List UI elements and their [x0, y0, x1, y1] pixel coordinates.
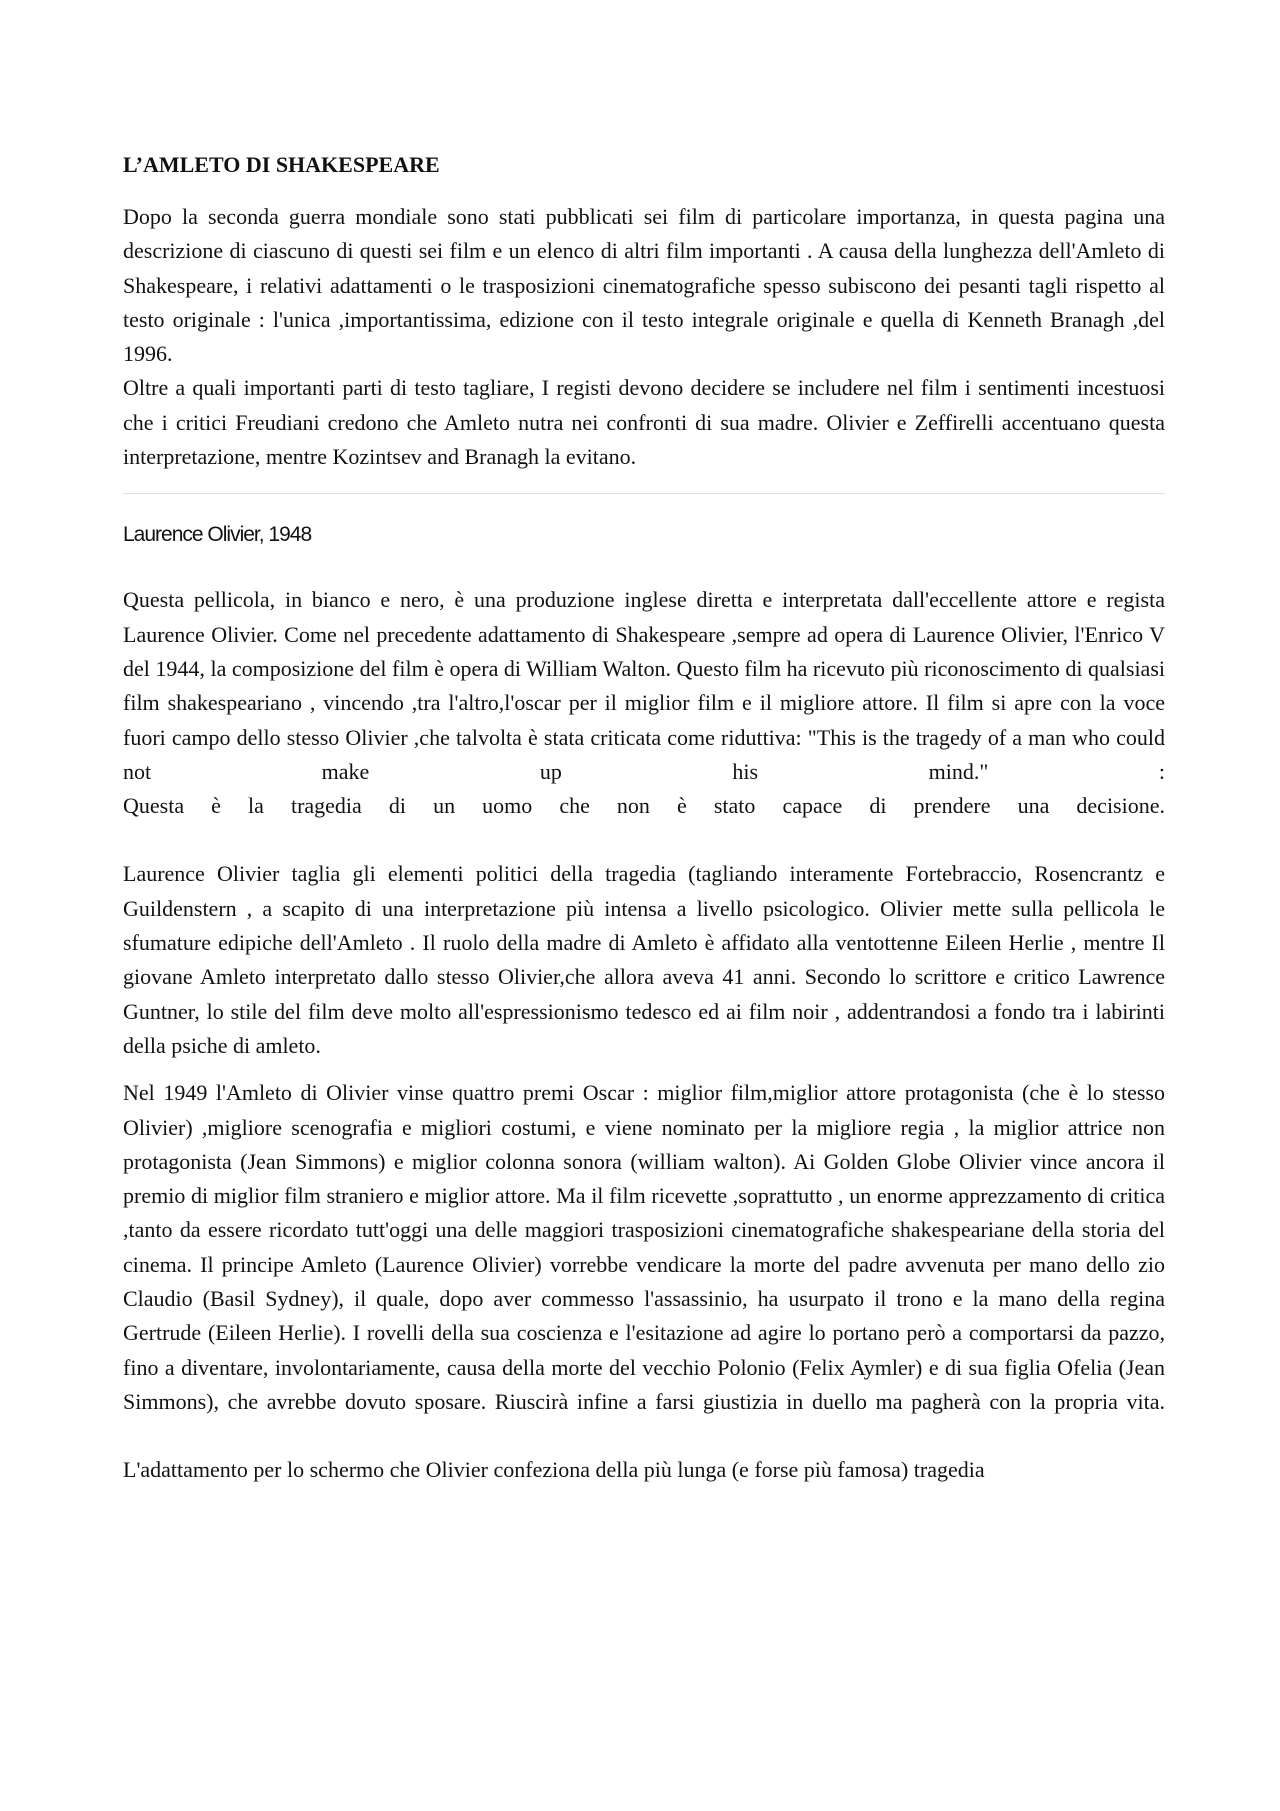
section-paragraph-1b: Questa è la tragedia di un uomo che non è stato capace di prendere una decisione.	[123, 793, 1165, 819]
section-paragraph-2: Laurence Olivier taglia gli elementi politici della tragedia (tagliando interamente Fortebraccio, Rosencrantz e Guildenstern , a scapito di una interpretazione più intensa a livello psicologico. Olivier mette sulla pellicola le sfumature edipiche dell'Amleto . Il ruolo della madre di Amleto è affidato alla ventottenne Eileen Herlie , mentre Il giovane Amleto interpretato dallo stesso Olivier,che allora aveva 41 anni. Secondo lo scrittore e critico Lawrence Guntner, lo stile del film deve molto all'espressionismo tedesco ed ai film noir , addentrandosi a fondo tra i labirinti della psiche di amleto.	[123, 861, 1165, 1058]
section-subtitle: Laurence Olivier, 1948	[123, 523, 312, 547]
section-divider	[123, 493, 1165, 494]
section-paragraph-3: Nel 1949 l'Amleto di Olivier vinse quattro premi Oscar : miglior film,miglior attore protagonista (che è lo stesso Olivier) ,migliore scenografia e migliori costumi, e viene nominato per la migliore regia , la miglior attrice non protagonista (Jean Simmons) e miglior colonna sonora (william walton). Ai Golden Globe Olivier vince ancora il premio di miglior film straniero e miglior attore. Ma il film ricevette ,soprattutto , un enorme apprezzamento di critica ,tanto da essere ricordato tutt'oggi una delle maggiori trasposizioni cinematografiche shakespeariane della storia del cinema. Il principe Amleto (Laurence Olivier) vorrebbe vendicare la morte del padre avvenuta per mano dello zio Claudio (Basil Sydney), il quale, dopo aver commesso l'assassinio, ha usurpato il trono e la mano della regina Gertrude (Eileen Herlie). I rovelli della sua coscienza e l'esitazione ad agire lo portano però a comportarsi da pazzo, fino a diventare, involontariamente, causa della morte del vecchio Polonio (Felix Aymler) e di sua figlia Ofelia (Jean Simmons), che avrebbe dovuto sposare. Riuscirà infine a farsi giustizia in duello ma pagherà con la propria vita.	[123, 1080, 1165, 1414]
intro-paragraph-2: Oltre a quali importanti parti di testo tagliare, I registi devono decidere se includere nel film i sentimenti incestuosi che i critici Freudiani credono che Amleto nutra nei confronti di sua madre. Olivier e Zeffirelli accentuano questa interpretazione, mentre Kozintsev and Branagh la evitano.	[123, 375, 1165, 470]
document-page	[123, 150, 1165, 1488]
section-paragraph-4: L'adattamento per lo schermo che Olivier confeziona della più lunga (e forse più famosa) tragedia	[123, 1457, 985, 1483]
paragraph-spacer	[123, 823, 1165, 857]
document-title: L’AMLETO DI SHAKESPEARE	[123, 152, 440, 177]
section-paragraph-1a: Questa pellicola, in bianco e nero, è una produzione inglese diretta e interpretata dall'eccellente attore e regista Laurence Olivier. Come nel precedente adattamento di Shakespeare ,sempre ad opera di Laurence Olivier, l'Enrico V del 1944, la composizione del film è opera di William Walton. Questo film ha ricevuto più riconoscimento di qualsiasi film shakespeariano , vincendo ,tra l'altro,l'oscar per il miglior film e il migliore attore. Il film si apre con la voce fuori campo dello stesso Olivier ,che talvolta è stata criticata come riduttiva: "This is the tragedy of a man who could not make up his mind." :	[123, 587, 1165, 784]
intro-paragraph-1: Dopo la seconda guerra mondiale sono stati pubblicati sei film di particolare importanza, in questa pagina una descrizione di ciascuno di questi sei film e un elenco di altri film importanti . A causa della lunghezza dell'Amleto di Shakespeare, i relativi adattamenti o le trasposizioni cinematografiche spesso subiscono dei pesanti tagli rispetto al testo originale : l'unica ,importantissima, edizione con il testo integrale originale e quella di Kenneth Branagh ,del 1996.	[123, 204, 1165, 367]
paragraph-spacer-2	[123, 1419, 1165, 1453]
